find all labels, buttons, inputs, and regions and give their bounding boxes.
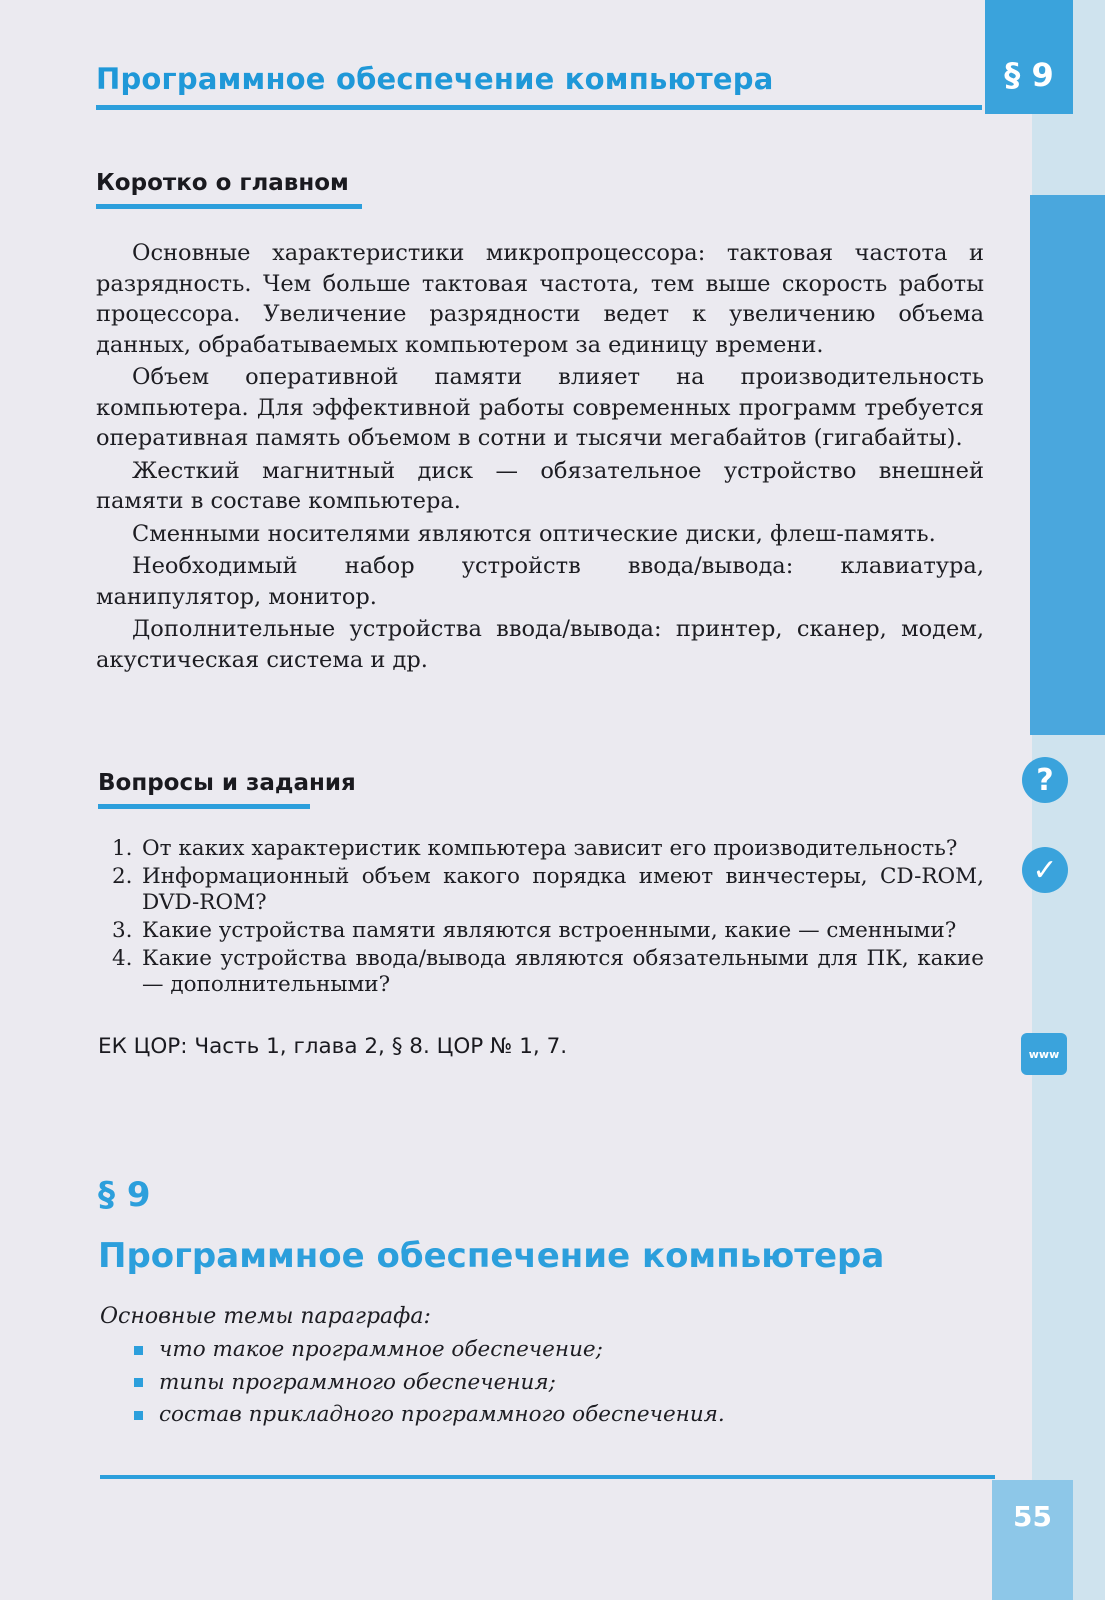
question-item <box>112 918 984 944</box>
summary-body <box>96 238 984 677</box>
topics-list <box>134 1334 725 1432</box>
ek-cor-reference: ЕК ЦОР: Часть 1, глава 2, § 8. ЦОР № 1, 7. <box>98 1034 568 1059</box>
topic-item <box>134 1367 725 1400</box>
square-bullet-icon <box>134 1411 143 1420</box>
question-text: Какие устройства памяти являются встроенными, какие — сменными? <box>142 918 957 943</box>
www-icon: www <box>1021 1033 1067 1075</box>
topic-text: что такое программное обеспечение; <box>159 1337 603 1362</box>
section-sign: § 9 <box>98 1175 151 1215</box>
running-header-title: Программное обеспечение компьютера <box>96 62 774 96</box>
questions-heading: Вопросы и задания <box>98 770 356 796</box>
section-title: Программное обеспечение компьютера <box>98 1236 885 1276</box>
checkmark-icon: ✓ <box>1022 847 1068 893</box>
summary-paragraph: Сменными носителями являются оптические диски, флеш-память. <box>132 520 936 547</box>
footer-rule <box>100 1475 995 1479</box>
questions-heading-rule <box>98 804 310 809</box>
topic-text: состав прикладного программного обеспечения. <box>159 1402 725 1427</box>
question-item <box>112 864 984 916</box>
question-number: 1. <box>112 836 133 861</box>
question-item <box>112 836 984 862</box>
summary-paragraph: Объем оперативной памяти влияет на производительность компьютера. Для эффективной работы современных программ требуется оперативная память объемом в сотни и тысячи мегабайтов (гигабайты). <box>96 364 984 451</box>
summary-heading-rule <box>96 204 362 209</box>
side-color-block <box>1030 195 1105 735</box>
header-section-tab <box>985 0 1073 114</box>
summary-paragraph: Дополнительные устройства ввода/вывода: принтер, сканер, модем, акустическая система и др. <box>96 616 984 673</box>
square-bullet-icon <box>134 1378 143 1387</box>
question-text: Информационный объем какого порядка имеют винчестеры, CD-ROM, DVD-ROM? <box>142 864 984 915</box>
topic-item <box>134 1399 725 1432</box>
summary-heading: Коротко о главном <box>96 170 349 196</box>
topic-item <box>134 1334 725 1367</box>
question-mark-icon: ? <box>1022 757 1068 803</box>
question-number: 2. <box>112 864 133 889</box>
topics-label: Основные темы параграфа: <box>100 1304 431 1329</box>
question-number: 3. <box>112 918 133 943</box>
header-section-label: § 9 <box>1004 56 1054 94</box>
question-number: 4. <box>112 946 133 971</box>
footer-page-tab <box>992 1480 1073 1600</box>
question-text: От каких характеристик компьютера зависит его производительность? <box>142 836 958 861</box>
summary-paragraph: Жесткий магнитный диск — обязательное устройство внешней памяти в составе компьютера. <box>96 457 984 514</box>
summary-paragraph: Необходимый набор устройств ввода/вывода: клавиатура, манипулятор, монитор. <box>96 553 984 610</box>
question-item <box>112 946 984 998</box>
square-bullet-icon <box>134 1346 143 1355</box>
topic-text: типы программного обеспечения; <box>159 1369 556 1395</box>
summary-paragraph: Основные характеристики микропроцессора: тактовая частота и разрядность. Чем больше тактовая частота, тем выше скорость работы процессора. Увеличение разрядности ведет к увеличению объема данных, обрабатываемых компьютером за единицу времени. <box>96 240 984 358</box>
header-rule <box>96 105 982 110</box>
questions-list <box>112 836 984 1000</box>
page-number: 55 <box>1013 1500 1052 1533</box>
question-text: Какие устройства ввода/вывода являются обязательными для ПК, какие — дополнительными? <box>142 946 984 997</box>
